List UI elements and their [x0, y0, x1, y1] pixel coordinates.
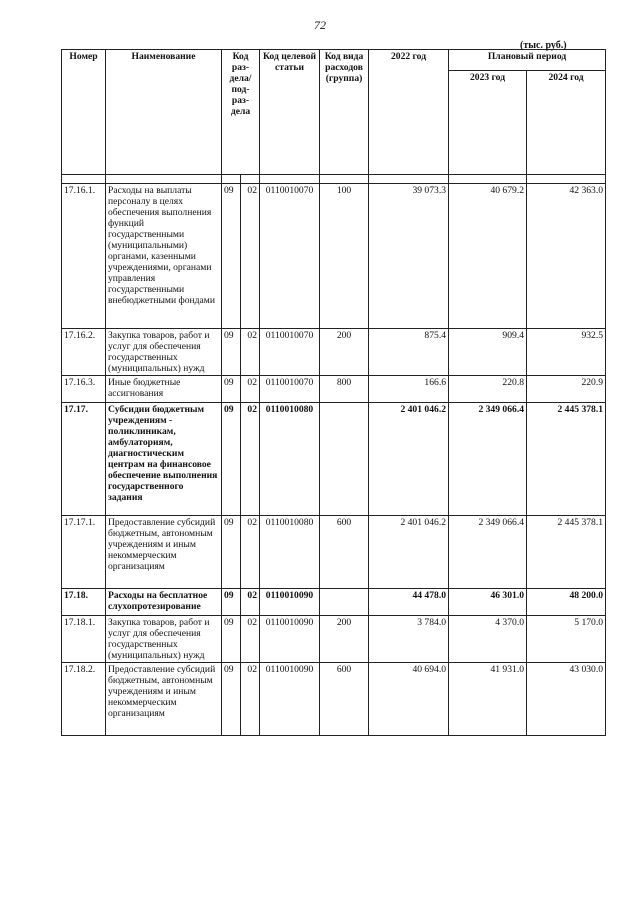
- row-expense-type: 600: [320, 516, 369, 589]
- row-amount-2024: 5 170.0: [527, 616, 606, 663]
- row-amount-2024: 2 445 378.1: [527, 403, 606, 516]
- row-subsection: 02: [241, 516, 260, 589]
- row-target-code: 0110010070: [260, 184, 320, 329]
- row-section: 09: [222, 589, 241, 616]
- row-target-code: 0110010090: [260, 616, 320, 663]
- row-expense-type: 600: [320, 663, 369, 736]
- table-row: [62, 516, 606, 589]
- header-year-2022: 2022 год: [369, 50, 449, 175]
- row-section: 09: [222, 376, 241, 403]
- row-number: 17.16.1.: [62, 184, 106, 329]
- row-amount-2024: 43 030.0: [527, 663, 606, 736]
- table-row: [62, 616, 606, 663]
- row-subsection: 02: [241, 376, 260, 403]
- header-number: Номер: [62, 50, 106, 175]
- row-target-code: 0110010080: [260, 516, 320, 589]
- row-amount-2022: 40 694.0: [369, 663, 449, 736]
- row-subsection: 02: [241, 329, 260, 376]
- row-expense-type: [320, 589, 369, 616]
- row-name: Закупка товаров, работ и услуг для обеспечения государственных (муниципальных) нужд: [106, 616, 222, 663]
- row-amount-2023: 2 349 066.4: [449, 403, 527, 516]
- row-target-code: 0110010090: [260, 589, 320, 616]
- row-name: Предоставление субсидий бюджетным, автономным учреждениям и иным некоммерческим организациям: [106, 663, 222, 736]
- row-name: Предоставление субсидий бюджетным, автономным учреждениям и иным некоммерческим организациям: [106, 516, 222, 589]
- row-subsection: 02: [241, 663, 260, 736]
- row-amount-2024: 220.9: [527, 376, 606, 403]
- row-amount-2023: 40 679.2: [449, 184, 527, 329]
- row-amount-2023: 220.8: [449, 376, 527, 403]
- table-row: [62, 403, 606, 516]
- header-planned-period: Плановый период: [449, 50, 606, 71]
- row-number: 17.17.1.: [62, 516, 106, 589]
- row-expense-type: [320, 403, 369, 516]
- row-section: 09: [222, 663, 241, 736]
- table-row: [62, 663, 606, 736]
- row-subsection: 02: [241, 589, 260, 616]
- row-name: Расходы на бесплатное слухопротезирование: [106, 589, 222, 616]
- row-amount-2023: 909.4: [449, 329, 527, 376]
- row-number: 17.18.1.: [62, 616, 106, 663]
- row-subsection: 02: [241, 616, 260, 663]
- header-year-2024: 2024 год: [527, 71, 606, 175]
- row-expense-type: 100: [320, 184, 369, 329]
- header-expense-type-code: Код вида расходов (группа): [320, 50, 369, 175]
- row-section: 09: [222, 403, 241, 516]
- row-amount-2022: 2 401 046.2: [369, 403, 449, 516]
- row-amount-2022: 875.4: [369, 329, 449, 376]
- row-section: 09: [222, 329, 241, 376]
- table-row: [62, 329, 606, 376]
- row-amount-2022: 166.6: [369, 376, 449, 403]
- row-section: 09: [222, 616, 241, 663]
- row-target-code: 0110010070: [260, 376, 320, 403]
- row-expense-type: 200: [320, 329, 369, 376]
- row-name: Иные бюджетные ассигнования: [106, 376, 222, 403]
- row-number: 17.18.2.: [62, 663, 106, 736]
- row-amount-2023: 46 301.0: [449, 589, 527, 616]
- row-amount-2024: 932.5: [527, 329, 606, 376]
- row-amount-2024: 48 200.0: [527, 589, 606, 616]
- header-name: Наименование: [106, 50, 222, 175]
- row-name: Закупка товаров, работ и услуг для обеспечения государственных (муниципальных) нужд: [106, 329, 222, 376]
- row-section: 09: [222, 184, 241, 329]
- row-number: 17.17.: [62, 403, 106, 516]
- row-subsection: 02: [241, 403, 260, 516]
- header-section-code: Код раз-дела/ под-раз-дела: [222, 50, 260, 175]
- row-expense-type: 800: [320, 376, 369, 403]
- row-number: 17.18.: [62, 589, 106, 616]
- row-expense-type: 200: [320, 616, 369, 663]
- row-amount-2024: 42 363.0: [527, 184, 606, 329]
- row-name: Расходы на выплаты персоналу в целях обеспечения выполнения функций государственными (муниципальными) органами, казенными учреждениями, органами управления государственными внебюджетными фондами: [106, 184, 222, 329]
- row-amount-2022: 44 478.0: [369, 589, 449, 616]
- row-amount-2022: 39 073.3: [369, 184, 449, 329]
- row-amount-2022: 2 401 046.2: [369, 516, 449, 589]
- header-target-code: Код целевой статьи: [260, 50, 320, 175]
- row-target-code: 0110010090: [260, 663, 320, 736]
- table-row: [62, 376, 606, 403]
- row-number: 17.16.3.: [62, 376, 106, 403]
- header-year-2023: 2023 год: [449, 71, 527, 175]
- row-amount-2023: 4 370.0: [449, 616, 527, 663]
- row-subsection: 02: [241, 184, 260, 329]
- row-target-code: 0110010070: [260, 329, 320, 376]
- page-number: 72: [314, 18, 326, 32]
- row-number: 17.16.2.: [62, 329, 106, 376]
- row-amount-2024: 2 445 378.1: [527, 516, 606, 589]
- unit-label: (тыс. руб.): [520, 40, 567, 51]
- row-section: 09: [222, 516, 241, 589]
- table-row: [62, 589, 606, 616]
- row-amount-2023: 2 349 066.4: [449, 516, 527, 589]
- row-target-code: 0110010080: [260, 403, 320, 516]
- budget-table: [61, 49, 606, 736]
- table-row: [62, 184, 606, 329]
- row-name: Субсидии бюджетным учреждениям - поликлиникам, амбулаториям, диагностическим центрам на финансовое обеспечение выполнения государственного задания: [106, 403, 222, 516]
- row-amount-2023: 41 931.0: [449, 663, 527, 736]
- row-amount-2022: 3 784.0: [369, 616, 449, 663]
